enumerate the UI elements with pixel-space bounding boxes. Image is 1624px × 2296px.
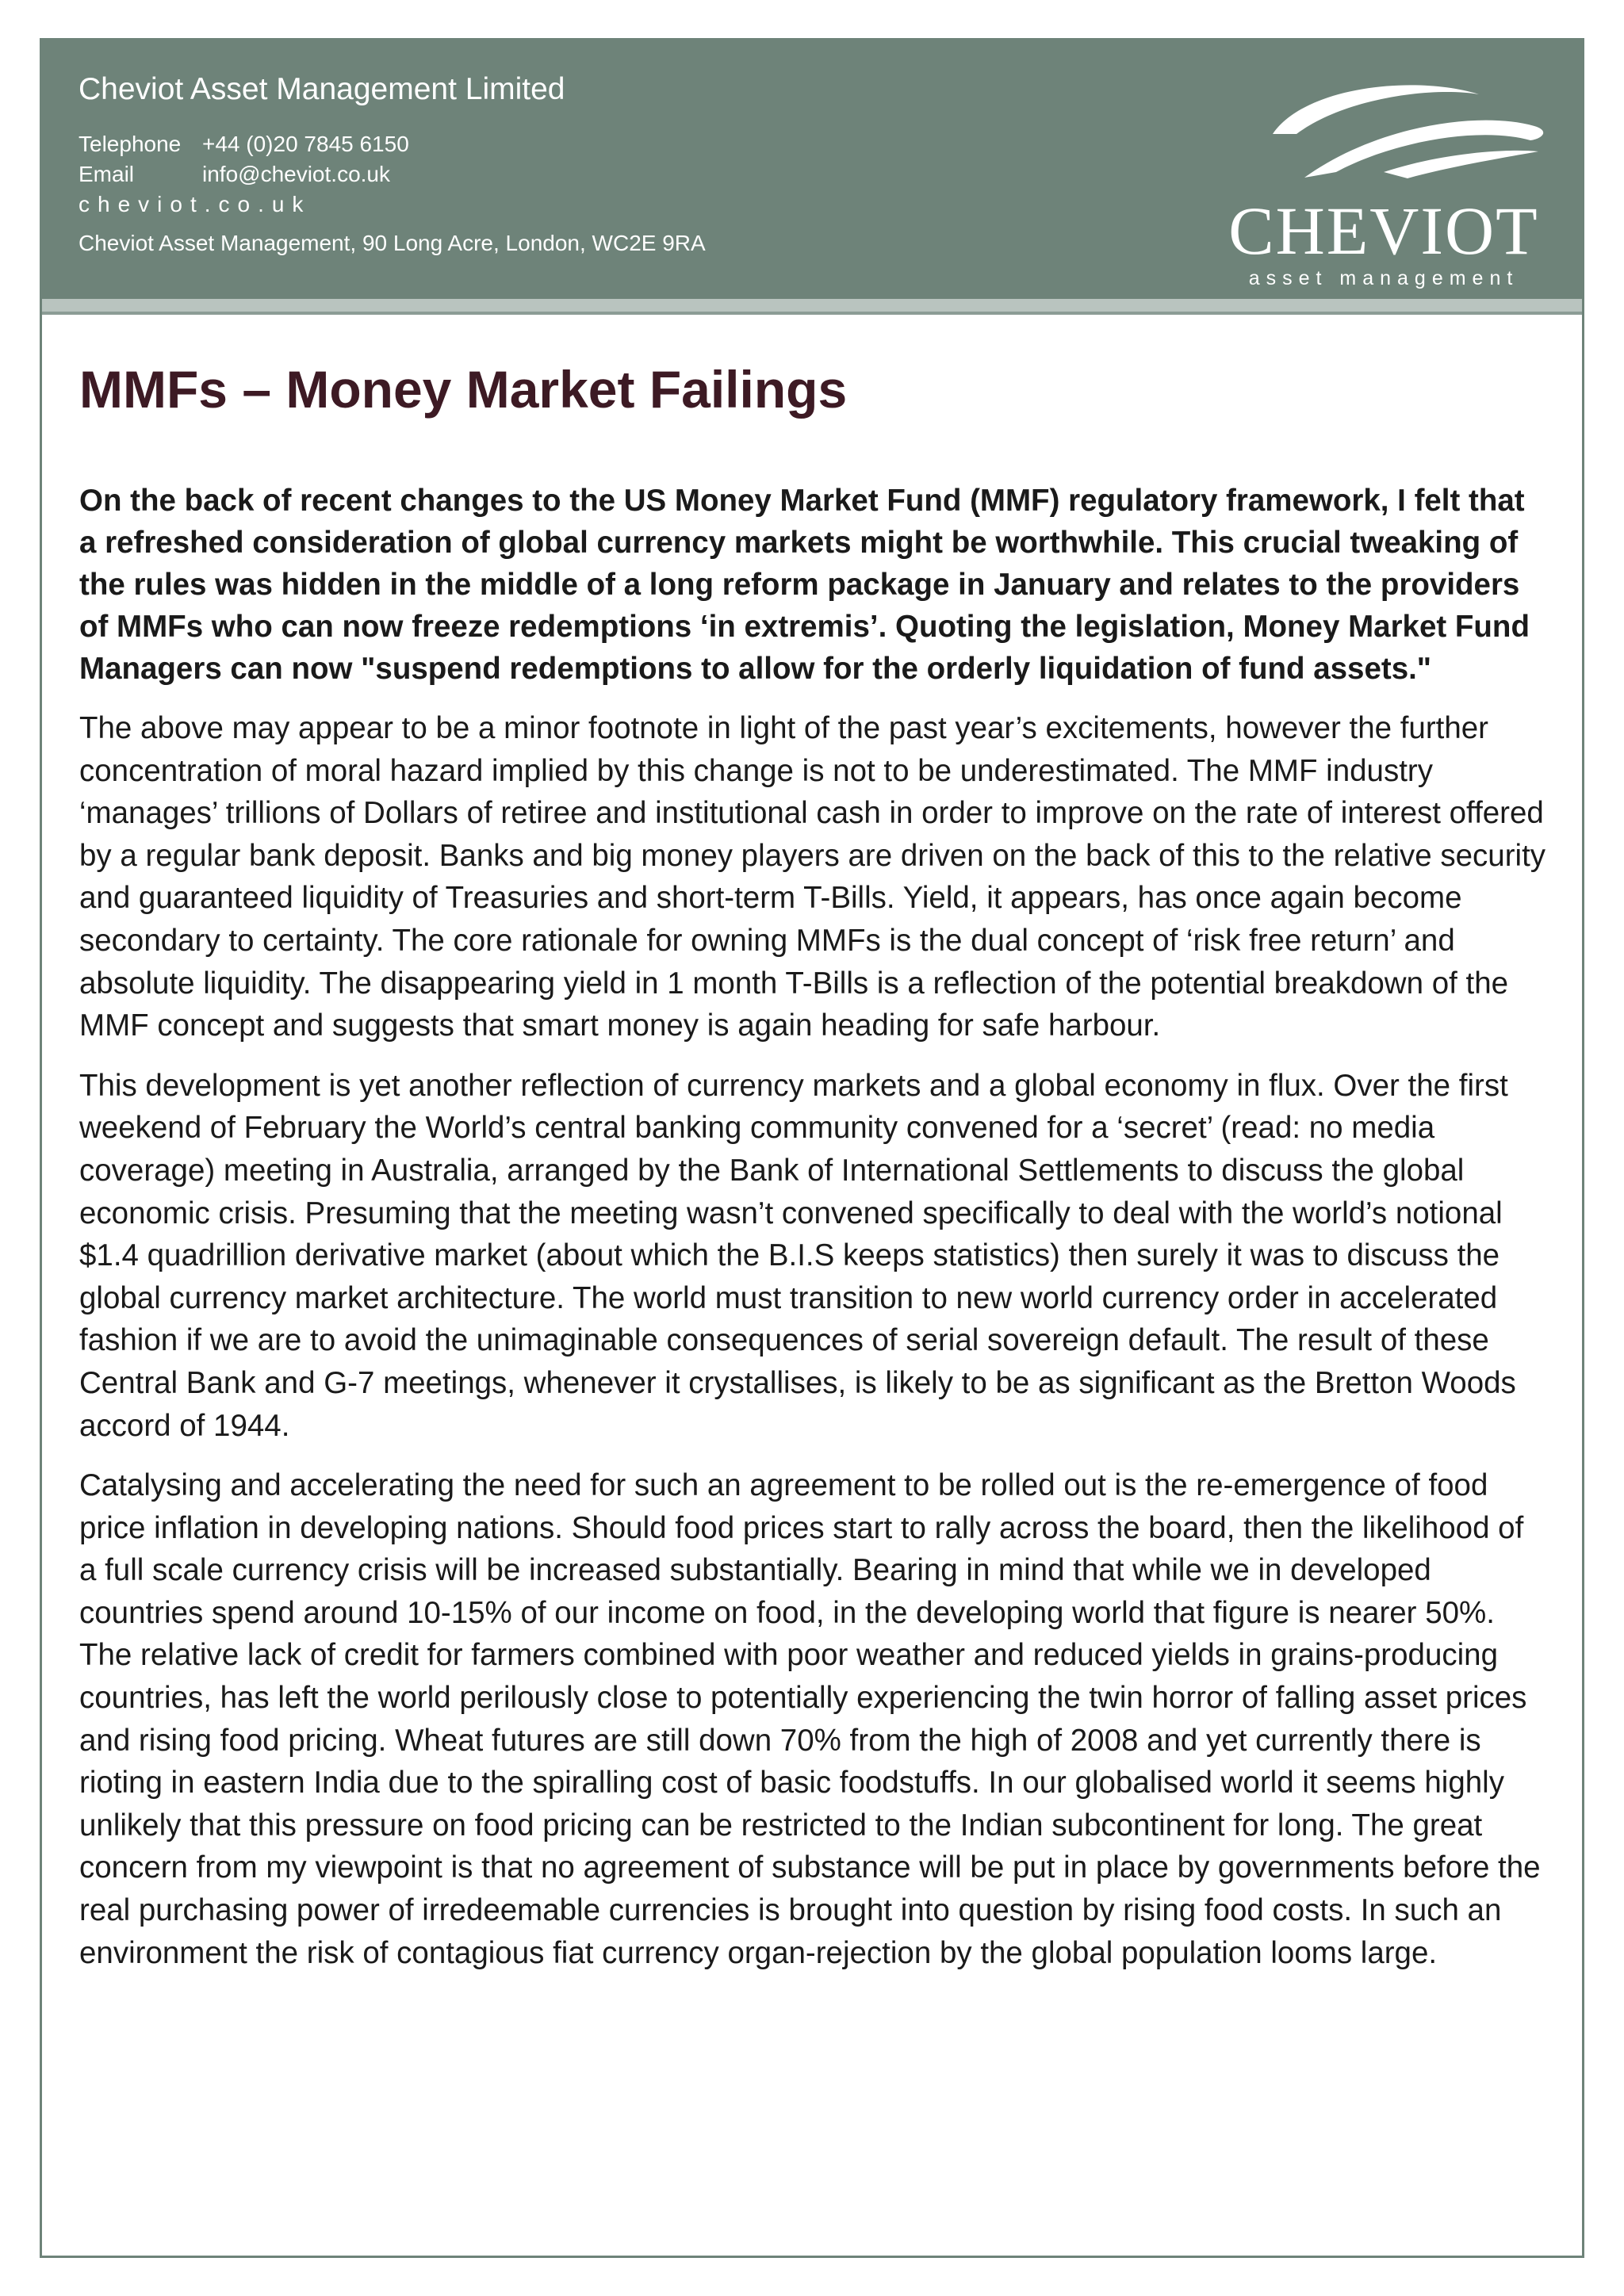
cheviot-logo [1217,78,1550,289]
website-link[interactable]: cheviot.co.uk [79,192,312,216]
contact-row-telephone [79,129,409,159]
telephone-value: +44 (0)20 7845 6150 [202,132,409,156]
company-address: Cheviot Asset Management, 90 Long Acre, London, WC2E 9RA [79,231,706,255]
company-name: Cheviot Asset Management Limited [79,72,565,106]
email-value[interactable]: info@cheviot.co.uk [202,162,390,186]
body-paragraph: The above may appear to be a minor footnote in light of the past year’s excitements, however the further concentration of moral hazard implied by this change is not to be underestimated. The MMF industry ‘manages’ trillions of Dollars of retiree and institutional cash in order to improve on the rate of interest offered by a regular bank deposit. Banks and big money players are driven on the back of this to the relative security and guaranteed liquidity of Treasuries and short-term T-Bills. Yield, it appears, has once again become secondary to certainty. The core rationale for owning MMFs is the dual concept of ‘risk free return’ and absolute liquidity. The disappearing yield in 1 month T-Bills is a reflection of the potential breakdown of the MMF concept and suggests that smart money is again heading for safe harbour. [79,711,1546,1043]
article-title: MMFs – Money Market Failings [79,360,848,419]
body-paragraph: This development is yet another reflection of currency markets and a global economy in flux. Over the first weekend of February the World’s central banking community convened for a ‘secret’ (read: no media coverage) meeting in Australia, arranged by the Bank of International Settlements to discuss the global economic crisis. Presuming that the meeting wasn’t convened specifically to deal with the world’s notional $1.4 quadrillion derivative market (about which the B.I.S keeps statistics) then surely it was to discuss the global currency market architecture. The world must transition to new world currency order in accelerated fashion if we are to avoid the unimaginable consequences of serial sovereign default. The result of these Central Bank and G-7 meetings, whenever it crystallises, is likely to be as significant as the Bretton Woods accord of 1944. [79,1068,1516,1443]
header-divider [42,299,1582,312]
contact-block [79,129,409,220]
body-paragraph: Catalysing and accelerating the need for such an agreement to be rolled out is the re-emergence of food price inflation in developing nations. Should food prices start to rally across the board, then the likelihood of a full scale currency crisis will be increased substantially. Bearing in mind that while we in developed countries spend around 10-15% of our income on food, in the developing world that figure is nearer 50%. The relative lack of credit for farmers combined with poor weather and reduced yields in grains-producing countries, has left the world perilously close to potentially experiencing the twin horror of falling asset prices and rising food pricing. Wheat futures are still down 70% from the high of 2008 and yet currently there is rioting in eastern India due to the spiralling cost of basic foodstuffs. In our globalised world it seems highly unlikely that this pressure on food pricing can be restricted to the Indian subcontinent for long. The great concern from my viewpoint is that no agreement of substance will be put in place by governments before the real purchasing power of irredeemable currencies is brought into question by rising food costs. In such an environment the risk of contagious fiat currency organ-rejection by the global population looms large. [79,1468,1541,1970]
logo-tagline: asset management [1248,267,1519,289]
logo-wordmark: CHEVIOT [1228,193,1539,269]
lead-paragraph: On the back of recent changes to the US Money Market Fund (MMF) regulatory framework, I felt that a refreshed consideration of global currency markets might be worthwhile. This crucial tweaking of the rules was hidden in the middle of a long reform package in January and relates to the providers of MMFs who can now freeze redemptions ‘in extremis’. Quoting the legislation, Money Market Fund Managers can now "suspend redemptions to allow for the orderly liquidation of fund assets." [79,484,1530,686]
contact-row-email [79,159,409,189]
letterhead-band [42,40,1582,299]
header-divider-line [42,312,1582,315]
page-frame [40,38,1584,2258]
swoosh-icon [1217,78,1550,197]
telephone-label: Telephone [79,132,182,156]
article [79,358,1548,1992]
email-label: Email [79,162,135,186]
